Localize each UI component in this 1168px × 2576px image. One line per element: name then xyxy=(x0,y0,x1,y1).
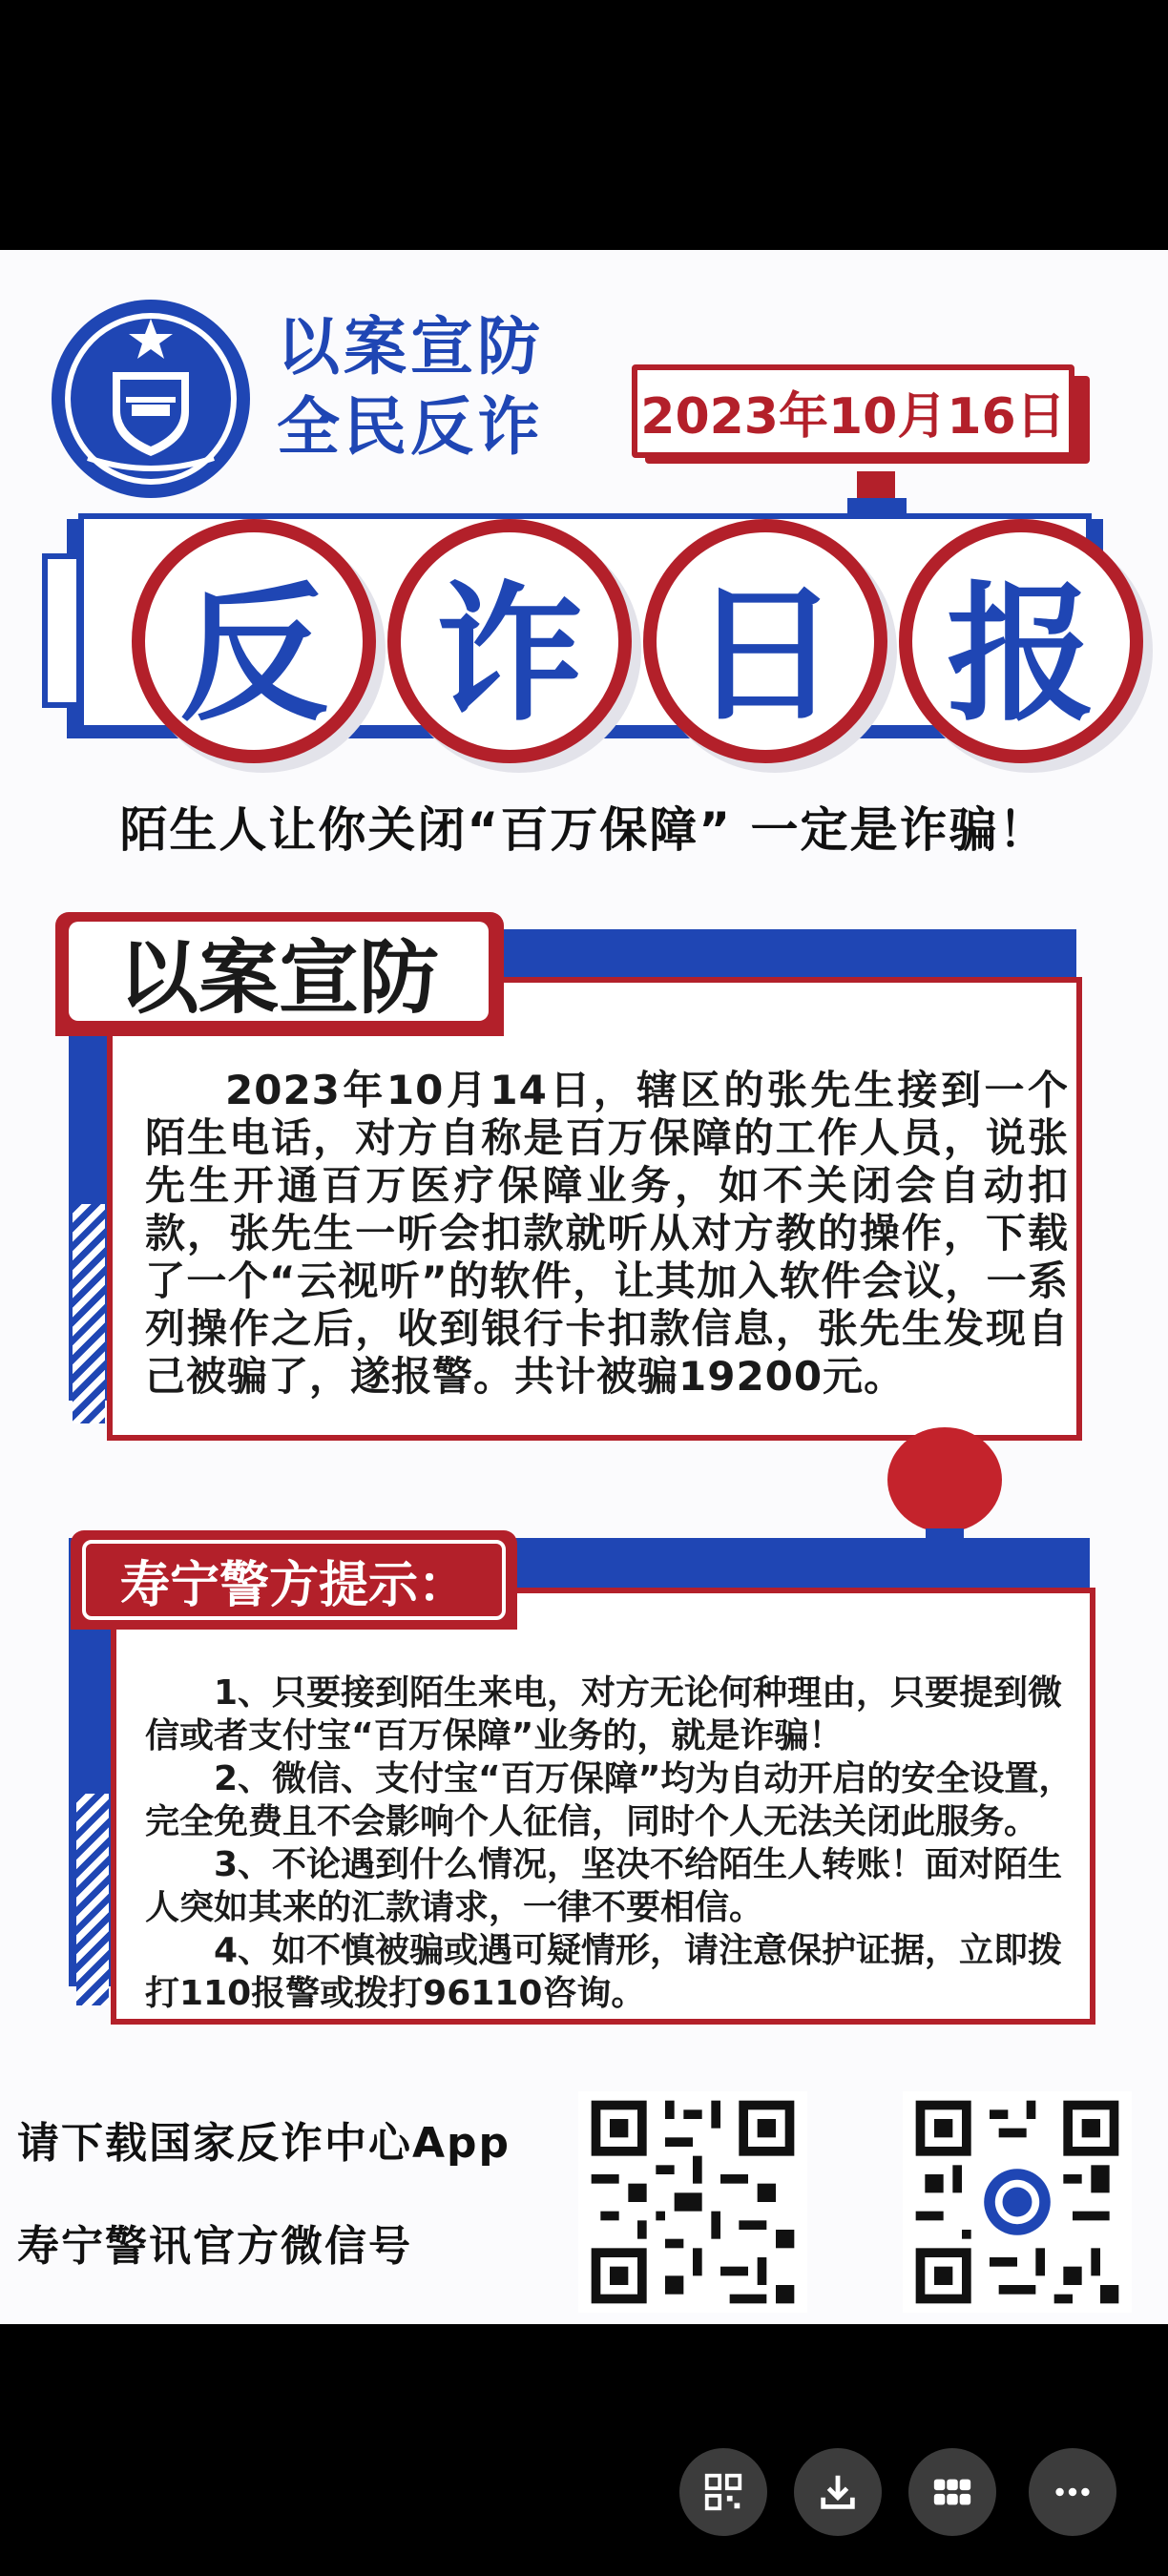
police-badge-icon xyxy=(50,298,252,500)
date-text: 2023年10月16日 xyxy=(632,364,1074,458)
tip-item: 4、如不慎被骗或遇可疑情形，请注意保护证据，立即拨打110报警或拨打96110咨询。 xyxy=(145,1931,1063,2013)
more-button[interactable] xyxy=(1029,2448,1116,2536)
title-char-4: 报 xyxy=(899,519,1143,763)
tip-item: 3、不论遇到什么情况，坚决不给陌生人转账！面对陌生人突如其来的汇款请求，一律不要相信。 xyxy=(145,1845,1063,1927)
tips-heading: 寿宁警方提示： xyxy=(82,1540,506,1620)
slogan xyxy=(277,307,544,467)
qr-code-wechat xyxy=(903,2091,1132,2313)
date-sign xyxy=(632,364,1090,464)
more-icon xyxy=(1051,2470,1095,2514)
title-char-2: 诈 xyxy=(387,519,632,763)
date-sign-stem xyxy=(857,471,895,500)
title-char-3: 日 xyxy=(643,519,887,763)
qr-scan-button[interactable] xyxy=(679,2448,767,2536)
qr-scan-icon xyxy=(701,2470,745,2514)
connector-knob xyxy=(887,1427,1002,1532)
grid-button[interactable] xyxy=(908,2448,996,2536)
slogan-line-2: 全民反诈 xyxy=(277,390,544,464)
download-button[interactable] xyxy=(794,2448,882,2536)
slogan-line-1: 以案宣防 xyxy=(277,310,544,384)
tip-item: 1、只要接到陌生来电，对方无论何种理由，只要提到微信或者支付宝“百万保障”业务的，就是诈骗！ xyxy=(145,1673,1063,1755)
tips-list xyxy=(145,1672,1078,2015)
title-band-side xyxy=(42,553,82,708)
title-char-1: 反 xyxy=(132,519,376,763)
case-body-text: 2023年10月14日，辖区的张先生接到一个陌生电话，对方自称是百万保障的工作人员，说张先生开通百万医疗保障业务，如不关闭会自动扣款，张先生一听会扣款就听从对方教的操作，下载了一个“云视听”的软件，让其加入软件会议，一系列操作之后，收到银行卡扣款信息，张先生发现自己被骗了，遂报警。共计被骗19200元。 xyxy=(145,1067,1069,1400)
poster-image xyxy=(0,250,1168,2324)
qr-code-app xyxy=(578,2091,807,2313)
case-heading: 以案宣防 xyxy=(69,922,489,1021)
tips-card-stripes xyxy=(76,1794,109,2005)
footer-app-text: 请下载国家反诈中心App xyxy=(17,2119,511,2168)
download-icon xyxy=(816,2470,860,2514)
footer-wechat-text: 寿宁警讯官方微信号 xyxy=(17,2222,412,2271)
tip-item: 2、微信、支付宝“百万保障”均为自动开启的安全设置，完全免费且不会影响个人征信，同时个人无法关闭此服务。 xyxy=(145,1759,1074,1841)
date-sign-base xyxy=(847,498,907,513)
subtitle: 陌生人让你关闭“百万保障” 一定是诈骗！ xyxy=(119,802,1049,858)
grid-icon xyxy=(930,2470,974,2514)
case-card-stripes xyxy=(73,1204,105,1423)
